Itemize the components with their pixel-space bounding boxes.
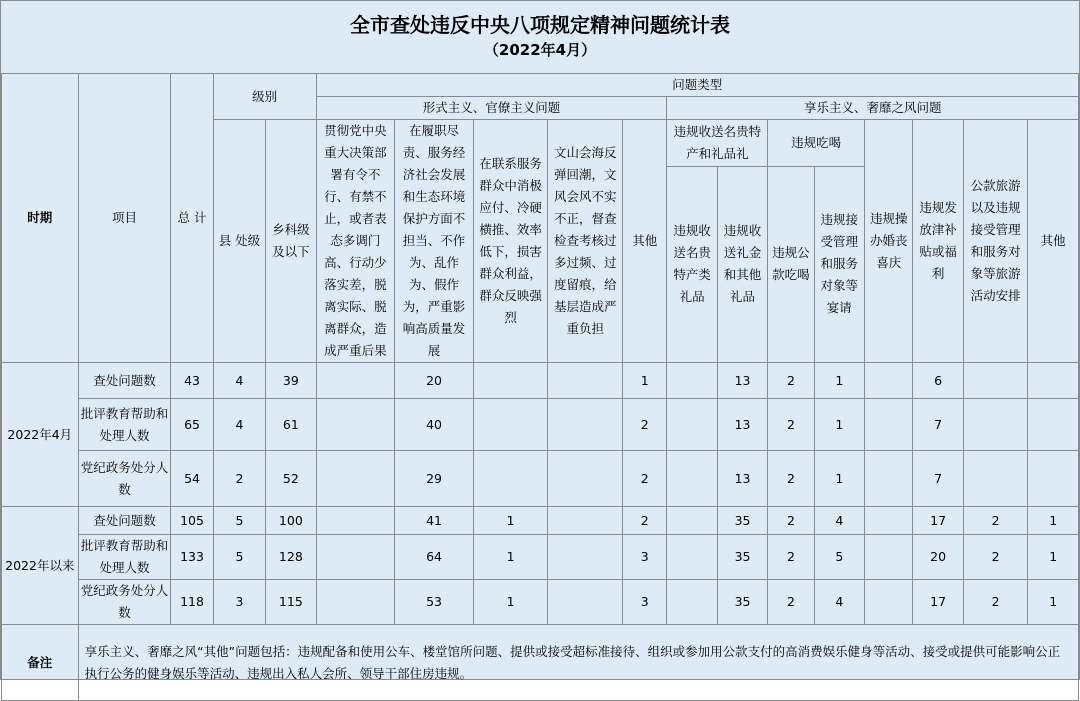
cell: 2 xyxy=(623,507,667,535)
cell xyxy=(548,507,623,535)
cell: 35 xyxy=(717,580,767,625)
cell: 2 xyxy=(768,451,814,507)
cell: 2 xyxy=(623,451,667,507)
header-hedonism-col-other: 其他 xyxy=(1028,120,1079,363)
cell: 4 xyxy=(213,399,265,451)
header-meal-group: 违规吃喝 xyxy=(768,120,865,167)
cell: 4 xyxy=(814,507,864,535)
period-cell: 2022年4月 xyxy=(2,363,79,507)
cell: 65 xyxy=(171,399,213,451)
header-formalism-col-2: 在履职尽责、服务经济社会发展和生态环境保护方面不担当、不作为、乱作为、假作为，严重影响高质量发展 xyxy=(395,120,474,363)
table-row xyxy=(2,580,1079,625)
header-formalism-col-3: 在联系服务群众中消极应付、冷硬横推、效率低下，损害群众利益，群众反映强烈 xyxy=(473,120,548,363)
header-town-level: 乡科级及以下 xyxy=(266,120,316,363)
cell: 2 xyxy=(768,507,814,535)
cell: 53 xyxy=(395,580,474,625)
cell xyxy=(667,535,717,580)
cell xyxy=(316,363,395,399)
header-hedonism-col-5: 违规操办婚丧喜庆 xyxy=(865,120,913,363)
row-item: 党纪政务处分人数 xyxy=(78,580,171,625)
header-hedonism-col-2: 违规收送礼金和其他礼品 xyxy=(717,166,767,362)
cell xyxy=(667,363,717,399)
header-county-level: 县 处级 xyxy=(213,120,265,363)
cell: 1 xyxy=(814,451,864,507)
cell: 17 xyxy=(913,580,963,625)
page-subtitle: （2022年4月） xyxy=(483,41,597,59)
header-formalism: 形式主义、官僚主义问题 xyxy=(316,97,667,120)
cell: 7 xyxy=(913,451,963,507)
cell: 6 xyxy=(913,363,963,399)
cell: 4 xyxy=(213,363,265,399)
cell: 39 xyxy=(266,363,316,399)
cell xyxy=(1028,399,1079,451)
cell: 1 xyxy=(473,580,548,625)
row-item: 批评教育帮助和处理人数 xyxy=(78,399,171,451)
cell xyxy=(865,363,913,399)
cell xyxy=(316,507,395,535)
cell: 4 xyxy=(814,580,864,625)
cell xyxy=(1028,363,1079,399)
cell xyxy=(963,363,1028,399)
cell: 40 xyxy=(395,399,474,451)
table-row xyxy=(2,535,1079,580)
cell: 1 xyxy=(623,363,667,399)
cell: 1 xyxy=(814,399,864,451)
cell: 1 xyxy=(473,535,548,580)
cell: 1 xyxy=(814,363,864,399)
cell: 2 xyxy=(768,580,814,625)
cell: 35 xyxy=(717,507,767,535)
row-item: 查处问题数 xyxy=(78,507,171,535)
cell: 29 xyxy=(395,451,474,507)
period-cell: 2022年以来 xyxy=(2,507,79,625)
cell xyxy=(865,507,913,535)
cell: 2 xyxy=(768,535,814,580)
cell xyxy=(473,399,548,451)
cell: 2 xyxy=(963,535,1028,580)
header-gift-group: 违规收送名贵特产和礼品礼 xyxy=(667,120,768,167)
cell: 3 xyxy=(213,580,265,625)
table-row xyxy=(2,451,1079,507)
cell xyxy=(548,580,623,625)
header-problem-type: 问题类型 xyxy=(316,74,1078,97)
remarks-row xyxy=(2,625,1079,701)
cell xyxy=(473,363,548,399)
cell: 61 xyxy=(266,399,316,451)
cell xyxy=(316,535,395,580)
cell: 1 xyxy=(473,507,548,535)
header-hedonism-col-6: 违规发放津补贴或福利 xyxy=(913,120,963,363)
cell: 100 xyxy=(266,507,316,535)
table-row xyxy=(2,507,1079,535)
table-row xyxy=(2,363,1079,399)
cell: 105 xyxy=(171,507,213,535)
cell xyxy=(667,507,717,535)
cell: 115 xyxy=(266,580,316,625)
cell: 118 xyxy=(171,580,213,625)
cell: 1 xyxy=(1028,507,1079,535)
cell: 1 xyxy=(1028,580,1079,625)
cell: 20 xyxy=(395,363,474,399)
cell xyxy=(865,451,913,507)
cell: 17 xyxy=(913,507,963,535)
header-formalism-col-1: 贯彻党中央重大决策部署有令不行、有禁不止，或者表态多调门高、行动少落实差，脱离实际、脱离群众，造成严重后果 xyxy=(316,120,395,363)
cell xyxy=(963,399,1028,451)
header-period: 时期 xyxy=(2,74,79,363)
cell xyxy=(865,399,913,451)
cell: 13 xyxy=(717,399,767,451)
cell xyxy=(667,451,717,507)
cell: 3 xyxy=(623,535,667,580)
cell xyxy=(548,451,623,507)
cell: 52 xyxy=(266,451,316,507)
header-hedonism-col-4: 违规接受管理和服务对象等宴请 xyxy=(814,166,864,362)
header-hedonism-col-7: 公款旅游以及违规接受管理和服务对象等旅游活动安排 xyxy=(963,120,1028,363)
header-item: 项目 xyxy=(78,74,171,363)
header-hedonism-col-1: 违规收送名贵特产类礼品 xyxy=(667,166,717,362)
row-item: 查处问题数 xyxy=(78,363,171,399)
header-hedonism-col-3: 违规公款吃喝 xyxy=(768,166,814,362)
row-item: 批评教育帮助和处理人数 xyxy=(78,535,171,580)
cell: 2 xyxy=(963,507,1028,535)
header-hedonism: 享乐主义、奢靡之风问题 xyxy=(667,97,1079,120)
title-area xyxy=(1,1,1079,74)
cell: 2 xyxy=(768,363,814,399)
cell: 128 xyxy=(266,535,316,580)
cell: 7 xyxy=(913,399,963,451)
cell xyxy=(548,363,623,399)
cell: 13 xyxy=(717,363,767,399)
cell: 133 xyxy=(171,535,213,580)
cell xyxy=(316,451,395,507)
cell xyxy=(1028,451,1079,507)
cell: 43 xyxy=(171,363,213,399)
cell: 1 xyxy=(1028,535,1079,580)
header-formalism-col-other: 其他 xyxy=(623,120,667,363)
cell: 13 xyxy=(717,451,767,507)
cell: 54 xyxy=(171,451,213,507)
remarks-text: 享乐主义、奢靡之风“其他”问题包括：违规配备和使用公车、楼堂馆所问题、提供或接受超标准接待、组织或参加用公款支付的高消费娱乐健身等活动、接受或提供可能影响公正执行公务的健身娱乐等活动、违规出入私人会所、领导干部住房违规。 xyxy=(78,625,1078,701)
header-formalism-col-4: 文山会海反弹回潮，文风会风不实不正，督查检查考核过多过频、过度留痕，给基层造成严重负担 xyxy=(548,120,623,363)
cell: 20 xyxy=(913,535,963,580)
cell xyxy=(865,535,913,580)
cell xyxy=(473,451,548,507)
cell xyxy=(667,399,717,451)
cell xyxy=(667,580,717,625)
cell: 35 xyxy=(717,535,767,580)
statistics-table xyxy=(1,73,1079,701)
cell: 3 xyxy=(623,580,667,625)
header-level: 级别 xyxy=(213,74,316,120)
cell: 2 xyxy=(623,399,667,451)
cell xyxy=(548,535,623,580)
cell: 5 xyxy=(814,535,864,580)
cell: 5 xyxy=(213,507,265,535)
table-row xyxy=(2,399,1079,451)
cell: 5 xyxy=(213,535,265,580)
cell: 2 xyxy=(963,580,1028,625)
cell: 2 xyxy=(213,451,265,507)
cell xyxy=(316,580,395,625)
remarks-label: 备注 xyxy=(2,625,79,701)
header-total: 总 计 xyxy=(171,74,213,363)
cell: 64 xyxy=(395,535,474,580)
cell xyxy=(963,451,1028,507)
cell xyxy=(865,580,913,625)
cell xyxy=(316,399,395,451)
cell xyxy=(548,399,623,451)
row-item: 党纪政务处分人数 xyxy=(78,451,171,507)
cell: 41 xyxy=(395,507,474,535)
cell: 2 xyxy=(768,399,814,451)
page-title: 全市查处违反中央八项规定精神问题统计表 xyxy=(350,13,730,37)
